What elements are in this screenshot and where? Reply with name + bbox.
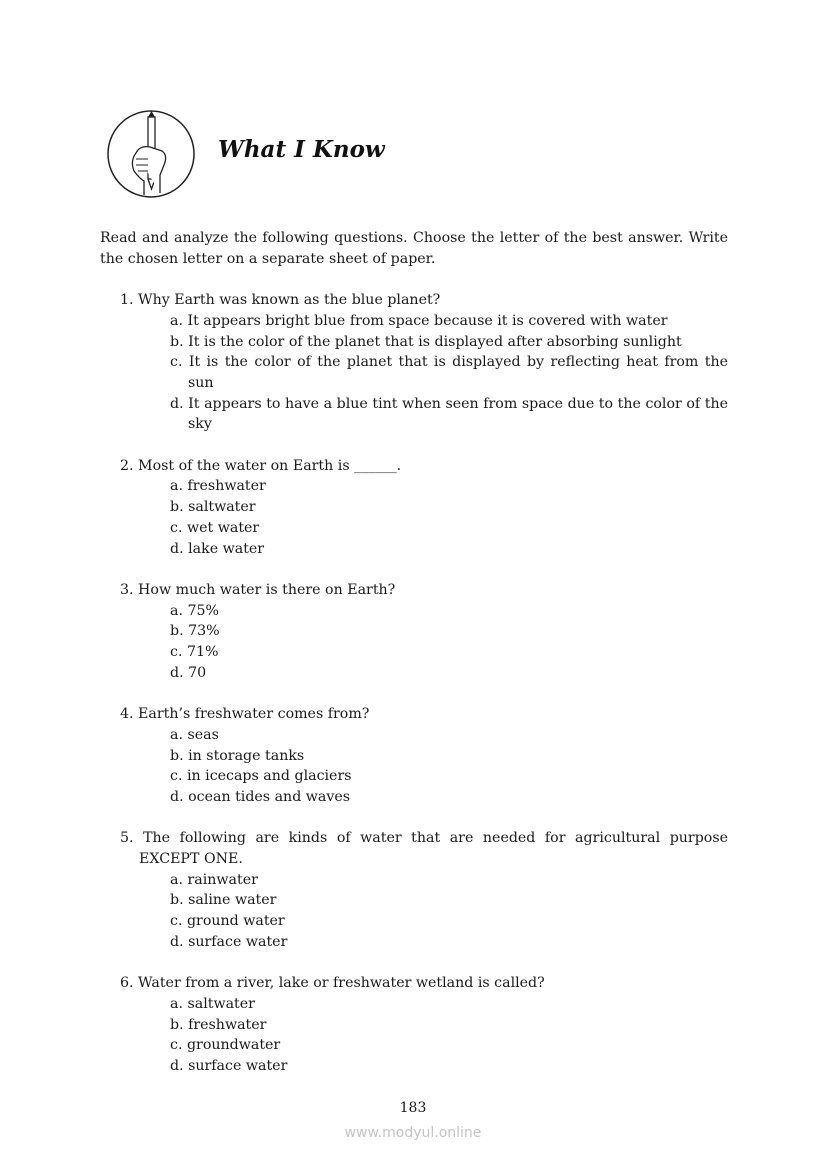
answer-option: a. It appears bright blue from space because it is covered with water (170, 312, 668, 329)
question-3 (120, 580, 728, 684)
answer-option: a. 75% (170, 602, 220, 619)
answer-option: d. It appears to have a blue tint when seen from space due to the color of the sky (170, 395, 728, 433)
question-text: 1. Why Earth was known as the blue planet? (120, 292, 441, 309)
answer-option: c. It is the color of the planet that is displayed by reflecting heat from the sun (170, 354, 728, 391)
answer-option: b. saline water (170, 892, 277, 909)
watermark: www.modyul.online (344, 1125, 482, 1141)
instructions: Read and analyze the following questions. Choose the letter of the best answer. Write the chosen letter on a separate sheet of paper. (100, 230, 728, 267)
question-5 (120, 828, 728, 952)
answer-option: a. seas (170, 726, 219, 743)
question-text: 5. The following are kinds of water that are needed for agricultural purpose EXCEPT ONE. (120, 830, 728, 868)
answer-option: b. 73% (170, 623, 220, 640)
question-text: 2. Most of the water on Earth is ______. (120, 457, 402, 474)
answer-option: b. freshwater (170, 1016, 267, 1033)
answer-option: c. 71% (170, 644, 219, 661)
answer-option: d. 70 (170, 664, 207, 681)
page-number: 183 (399, 1100, 427, 1116)
answer-option: d. ocean tides and waves (170, 788, 351, 805)
section-title: What I Know (218, 136, 385, 163)
answer-option: d. surface water (170, 933, 288, 950)
question-text: 3. How much water is there on Earth? (120, 581, 396, 598)
question-2 (120, 456, 728, 560)
answer-option: c. in icecaps and glaciers (170, 768, 352, 785)
answer-option: c. groundwater (170, 1037, 281, 1054)
question-4 (120, 704, 728, 808)
answer-option: a. freshwater (170, 478, 266, 495)
answer-option: a. saltwater (170, 995, 255, 1012)
answer-option: b. It is the color of the planet that is displayed after absorbing sunlight (170, 333, 682, 350)
answer-option: c. wet water (170, 519, 260, 536)
question-1 (120, 290, 728, 435)
question-text: 6. Water from a river, lake or freshwater wetland is called? (120, 975, 545, 992)
question-sheet (100, 228, 728, 1097)
question-6 (120, 973, 728, 1077)
question-text: 4. Earth’s freshwater comes from? (120, 706, 370, 723)
answer-option: a. rainwater (170, 871, 258, 888)
answer-option: b. in storage tanks (170, 747, 305, 764)
answer-option: b. saltwater (170, 499, 256, 516)
answer-option: c. ground water (170, 913, 285, 930)
answer-option: d. lake water (170, 540, 265, 557)
answer-option: d. surface water (170, 1058, 288, 1075)
hand-holding-pencil-icon (106, 109, 196, 199)
